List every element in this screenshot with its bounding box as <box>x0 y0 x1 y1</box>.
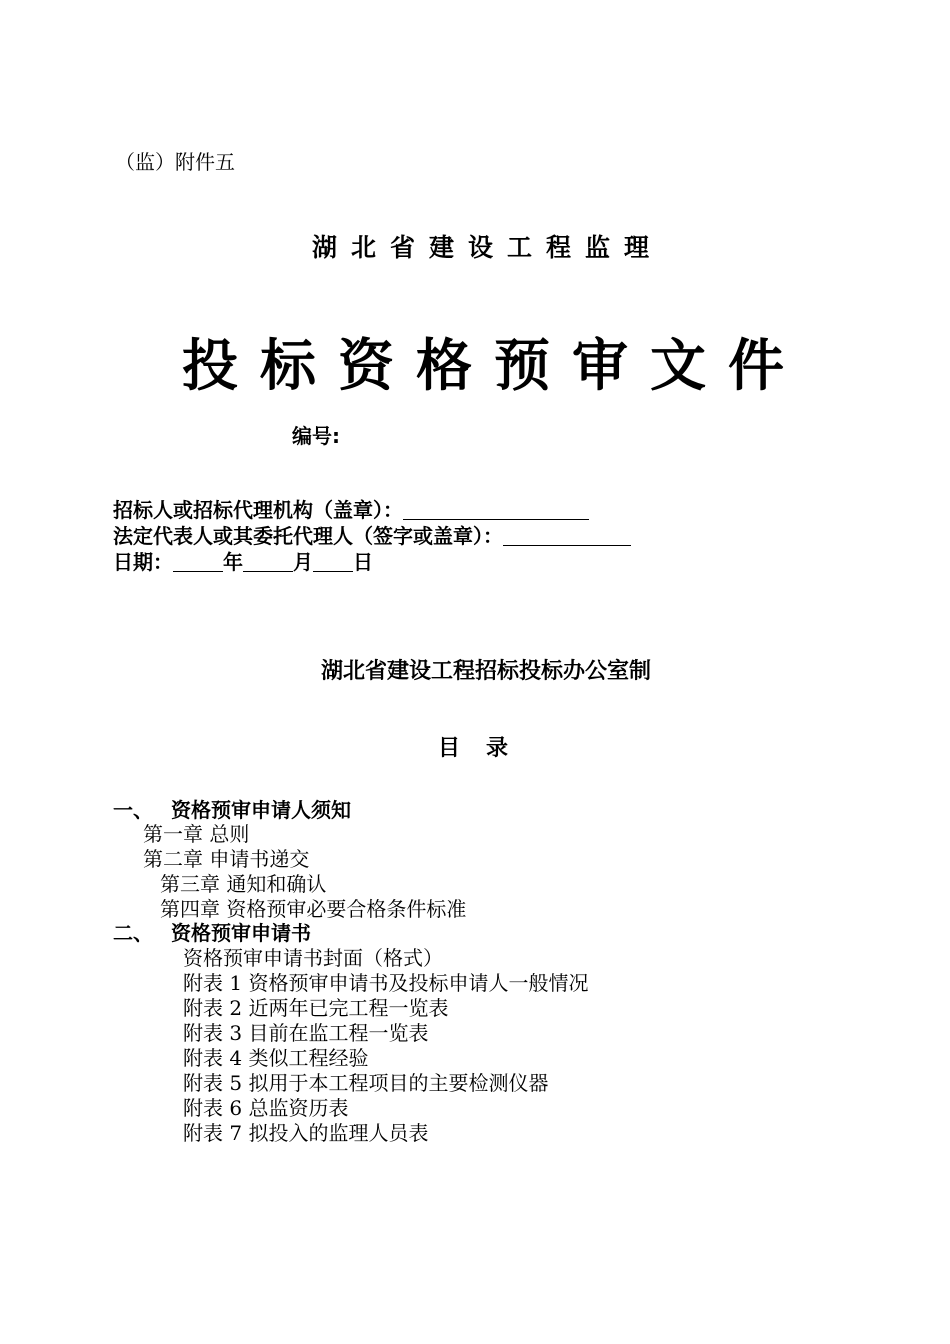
month-label: 月 <box>293 550 313 574</box>
year-blank <box>173 551 223 572</box>
toc-item: 第三章 通知和确认 <box>160 872 327 896</box>
month-blank <box>243 551 293 572</box>
tenderer-blank <box>403 499 589 520</box>
issuer-line: 湖北省建设工程招标投标办公室制 <box>320 659 651 684</box>
toc-item: 附表 4 类似工程经验 <box>183 1046 369 1070</box>
toc-section-title: 资格预审申请书 <box>171 921 311 945</box>
toc-item: 附表 7 拟投入的监理人员表 <box>183 1121 429 1145</box>
day-label: 日 <box>353 550 373 574</box>
toc-section-number: 二、 <box>113 921 153 945</box>
toc-item: 资格预审申请书封面（格式） <box>183 946 443 970</box>
document-title: 投标资格预审文件 <box>182 334 806 399</box>
toc-section-title: 资格预审申请人须知 <box>171 798 351 822</box>
date-label: 日期： <box>113 550 173 574</box>
toc-item: 第四章 资格预审必要合格条件标准 <box>160 897 467 921</box>
legal-rep-signature-line <box>113 520 631 549</box>
day-blank <box>313 551 353 572</box>
date-line <box>113 546 373 575</box>
toc-item: 附表 2 近两年已完工程一览表 <box>183 996 449 1020</box>
toc-item: 附表 1 资格预审申请书及投标申请人一般情况 <box>183 971 589 995</box>
tenderer-label: 招标人或招标代理机构（盖章）： <box>113 498 403 522</box>
legal-rep-blank <box>503 525 631 546</box>
tenderer-signature-line <box>113 494 589 523</box>
legal-rep-label: 法定代表人或其委托代理人（签字或盖章）： <box>113 524 503 548</box>
toc-section-number: 一、 <box>113 798 153 822</box>
attachment-label: （监）附件五 <box>115 150 235 174</box>
toc-item: 附表 3 目前在监工程一览表 <box>183 1021 429 1045</box>
toc-item: 第二章 申请书递交 <box>143 847 310 871</box>
document-subtitle: 湖北省建设工程监理 <box>311 233 663 262</box>
toc-item: 第一章 总则 <box>143 822 250 846</box>
toc-title: 目录 <box>437 736 534 761</box>
toc-item: 附表 6 总监资历表 <box>183 1096 349 1120</box>
year-label: 年 <box>223 550 243 574</box>
document-number-label: 编号: <box>292 424 340 448</box>
toc-item: 附表 5 拟用于本工程项目的主要检测仪器 <box>183 1071 549 1095</box>
